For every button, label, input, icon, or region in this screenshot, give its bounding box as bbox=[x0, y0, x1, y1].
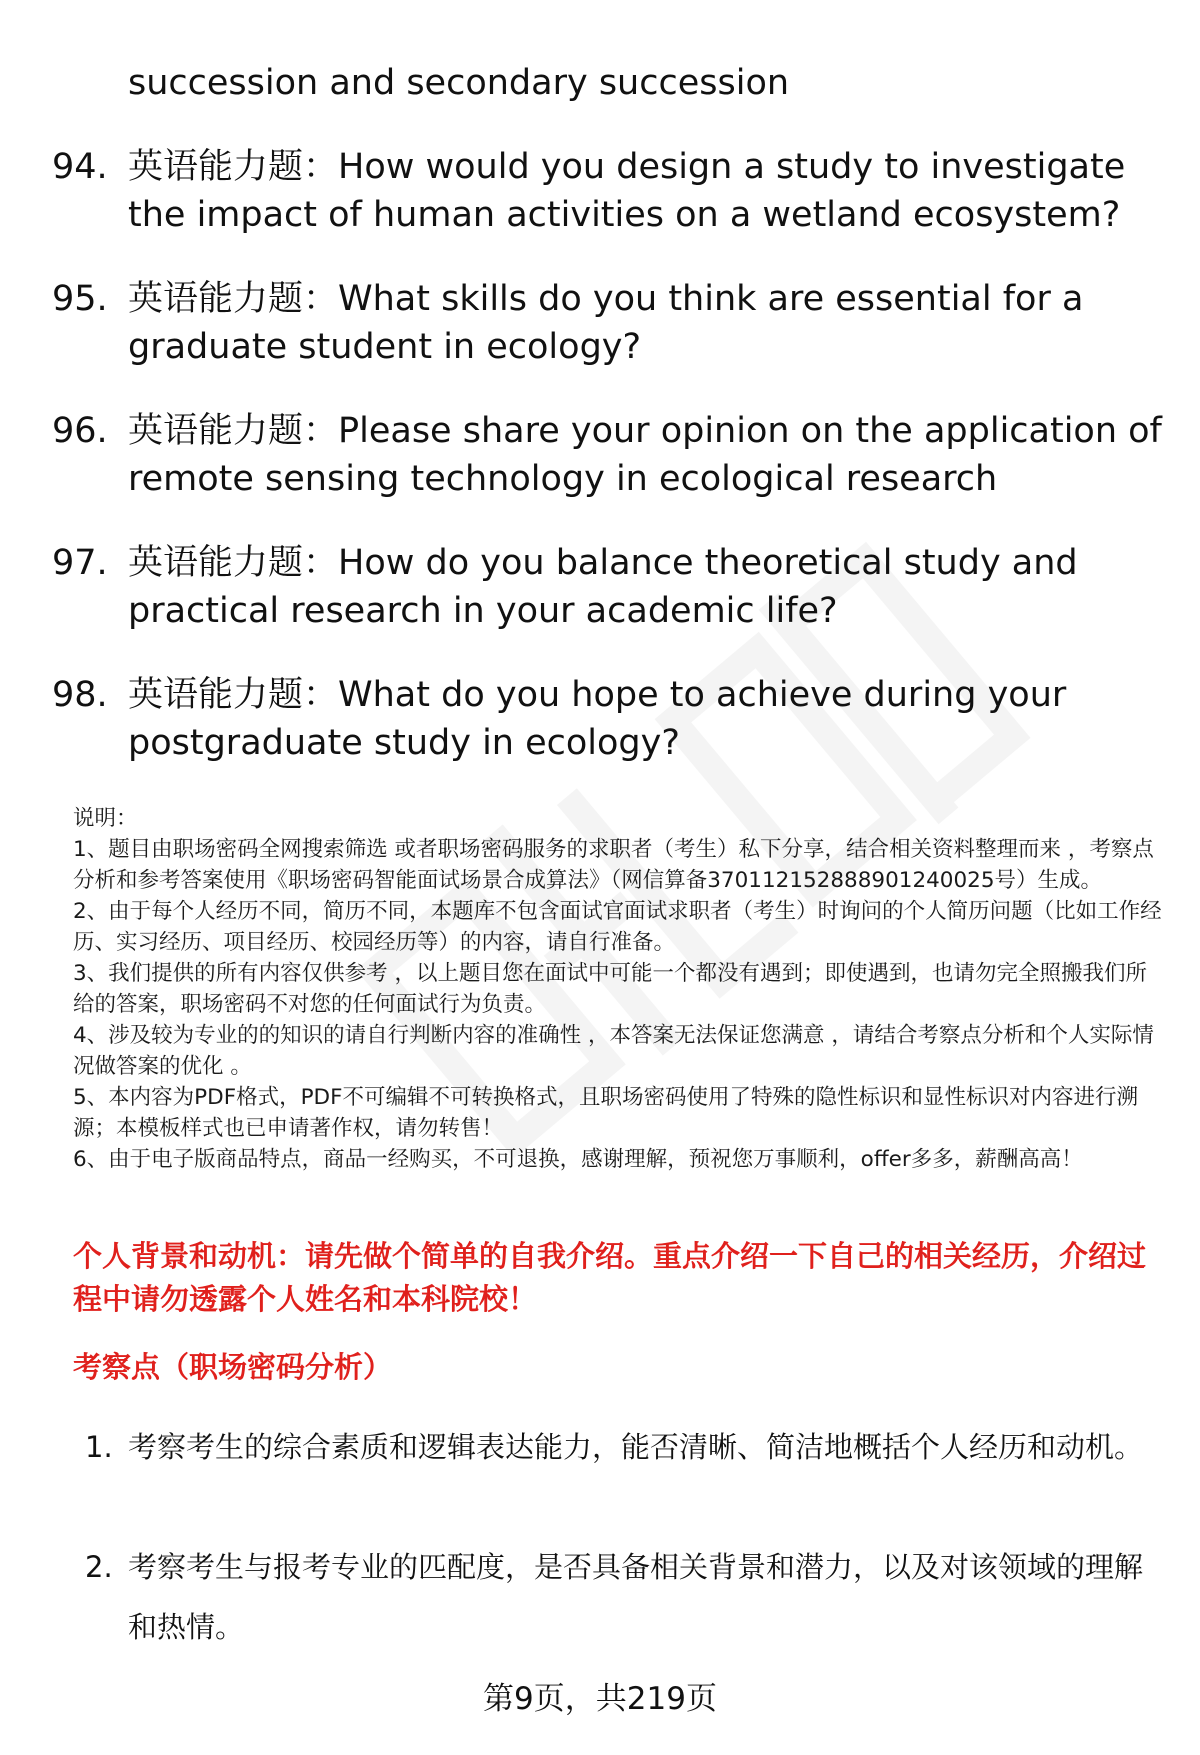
question-line: practical research in your academic life? bbox=[128, 591, 838, 631]
question-number: 96. bbox=[52, 411, 108, 451]
note-item: 5、本内容为PDF格式，PDF不可编辑不可转换格式，且职场密码使用了特殊的隐性标识和显性标识对内容进行溯源；本模板样式也已申请著作权，请勿转售！ bbox=[73, 1085, 1138, 1141]
continuation-line: succession and secondary succession bbox=[128, 63, 790, 103]
question-line: How do you balance theoretical study and bbox=[338, 543, 1078, 583]
question-prefix: 英语能力题： bbox=[128, 543, 339, 583]
note-item: 6、由于电子版商品特点，商品一经购买，不可退换，感谢理解，预祝您万事顺利，offer多多，薪酬高高！ bbox=[73, 1147, 1083, 1172]
question-line: Please share your opinion on the application of bbox=[338, 411, 1162, 451]
analysis-number: 2. bbox=[85, 1550, 113, 1584]
question-number: 97. bbox=[52, 543, 108, 583]
question-line: graduate student in ecology? bbox=[128, 327, 642, 367]
section-subtitle: 考察点（职场密码分析） bbox=[73, 1350, 393, 1384]
question-line: What do you hope to achieve during your bbox=[338, 675, 1067, 715]
question-text bbox=[128, 275, 1168, 371]
note-item: 2、由于每个人经历不同，简历不同，本题库不包含面试官面试求职者（考生）时询问的个人简历问题（比如工作经历、实习经历、项目经历、校园经历等）的内容，请自行准备。 bbox=[73, 899, 1162, 955]
question-text bbox=[128, 539, 1168, 635]
notes-block bbox=[73, 803, 1163, 1175]
notes-heading: 说明： bbox=[73, 806, 138, 831]
question-number: 94. bbox=[52, 147, 108, 187]
question-line: the impact of human activities on a wetland ecosystem? bbox=[128, 195, 1121, 235]
note-item: 4、涉及较为专业的的知识的请自行判断内容的准确性 ，本答案无法保证您满意 ，请结合考察点分析和个人实际情况做答案的优化 。 bbox=[73, 1023, 1154, 1079]
analysis-number: 1. bbox=[85, 1430, 113, 1464]
analysis-text: 考察考生的综合素质和逻辑表达能力，能否清晰、简洁地概括个人经历和动机。 bbox=[128, 1430, 1144, 1464]
question-prefix: 英语能力题： bbox=[128, 411, 339, 451]
question-line: How would you design a study to investigate bbox=[338, 147, 1126, 187]
analysis-text: 考察考生与报考专业的匹配度，是否具备相关背景和潜力，以及对该领域的理解和热情。 bbox=[128, 1550, 1144, 1644]
section-title: 个人背景和动机：请先做个简单的自我介绍。重点介绍一下自己的相关经历，介绍过程中请勿透露个人姓名和本科院校！ bbox=[73, 1239, 1147, 1316]
question-number: 95. bbox=[52, 279, 108, 319]
question-text bbox=[128, 407, 1168, 503]
question-line: What skills do you think are essential for a bbox=[338, 279, 1084, 319]
note-item: 3、我们提供的所有内容仅供参考 ，以上题目您在面试中可能一个都没有遇到；即使遇到，也请勿完全照搬我们所给的答案，职场密码不对您的任何面试行为负责。 bbox=[73, 961, 1148, 1017]
question-text bbox=[128, 671, 1168, 767]
question-number: 98. bbox=[52, 675, 108, 715]
question-prefix: 英语能力题： bbox=[128, 675, 339, 715]
note-item: 1、题目由职场密码全网搜索筛选 或者职场密码服务的求职者（考生）私下分享，结合相关资料整理而来 ，考察点分析和参考答案使用《职场密码智能面试场景合成算法》（网信算备370112152888901240025号）生成。 bbox=[73, 837, 1154, 893]
question-text bbox=[128, 143, 1168, 239]
question-prefix: 英语能力题： bbox=[128, 147, 339, 187]
page-footer: 第9页，共219页 bbox=[483, 1681, 717, 1717]
question-line: remote sensing technology in ecological research bbox=[128, 459, 998, 499]
question-line: postgraduate study in ecology? bbox=[128, 723, 680, 763]
question-prefix: 英语能力题： bbox=[128, 279, 339, 319]
